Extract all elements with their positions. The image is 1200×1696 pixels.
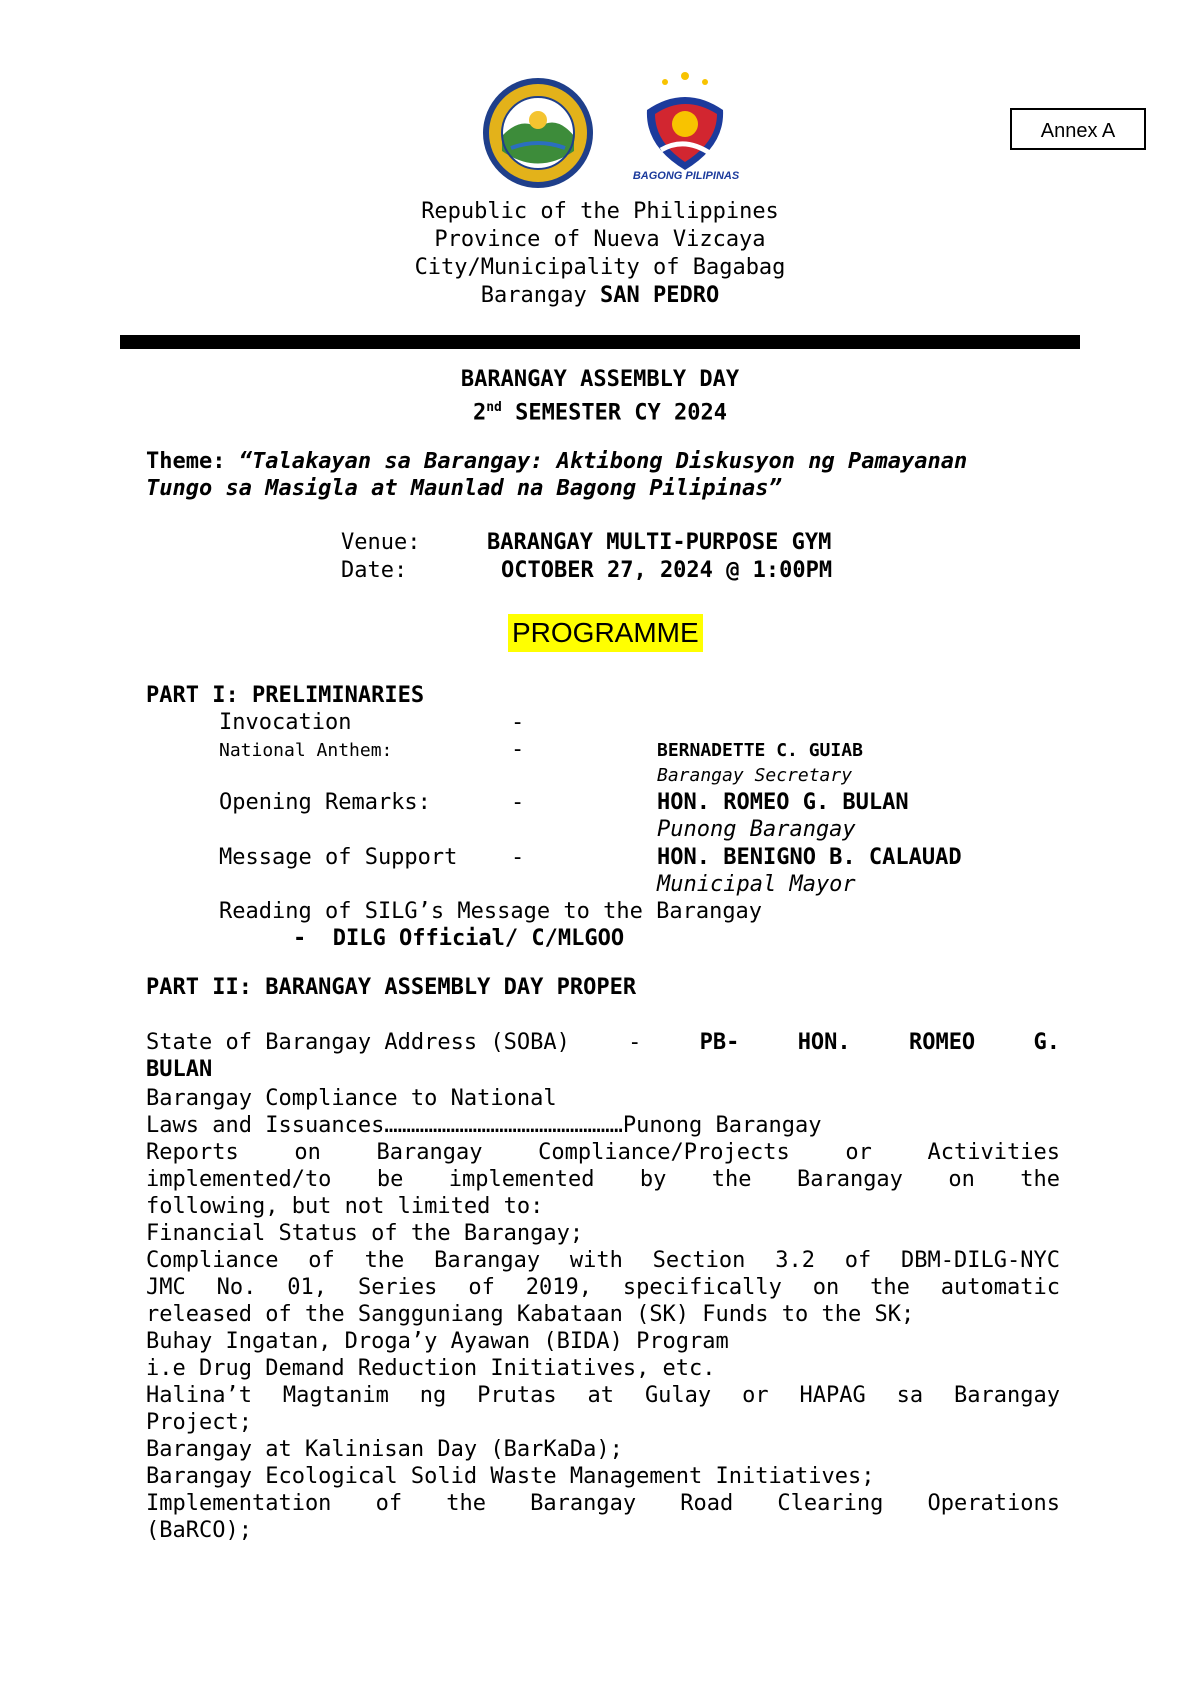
body-line: Project; <box>146 1410 252 1435</box>
body-line: released of the Sangguniang Kabataan (SK) Funds to the SK; <box>146 1302 915 1327</box>
item-opening-name: HON. ROMEO G. BULAN <box>657 790 909 815</box>
event-semester <box>0 394 1200 427</box>
header-barangay-name: SAN PEDRO <box>600 283 720 308</box>
body-line: i.e Drug Demand Reduction Initiatives, etc. <box>146 1356 716 1381</box>
item-support-role: Municipal Mayor <box>657 872 856 897</box>
theme-label: Theme: <box>146 449 239 474</box>
body-line: following, but not limited to: <box>146 1194 544 1219</box>
part1-heading: PART I: PRELIMINARIES <box>146 683 425 708</box>
item-opening-role: Punong Barangay <box>657 817 856 842</box>
theme-line-1 <box>146 448 967 475</box>
theme-text-2: Tungo sa Masigla at Maunlad na Bagong Pilipinas” <box>146 476 782 501</box>
annex-label: Annex A <box>1010 108 1146 150</box>
event-title: BARANGAY ASSEMBLY DAY <box>460 367 740 392</box>
semester-number: 2 <box>472 400 487 426</box>
body-line: Financial Status of the Barangay; <box>146 1221 584 1246</box>
date-value: OCTOBER 27, 2024 @ 1:00PM <box>501 558 833 583</box>
item-support-label: Message of Support <box>219 845 458 870</box>
header-province: Province of Nueva Vizcaya <box>434 227 766 252</box>
item-support-dash: - <box>511 845 525 870</box>
venue-label: Venue: <box>341 530 421 555</box>
body-line: Halina’t Magtanim ng Prutas at Gulay or HAPAG sa Barangay <box>146 1383 1060 1408</box>
semester-suffix: nd <box>486 400 502 415</box>
body-line: Barangay at Kalinisan Day (BarKaDa); <box>146 1437 623 1462</box>
item-support-name: HON. BENIGNO B. CALAUAD <box>657 845 962 870</box>
item-invocation-label: Invocation <box>219 710 352 735</box>
body-line: Laws and Issuances………………………………………………Punong Barangay <box>146 1113 822 1138</box>
soba-name-3: ROMEO <box>908 1030 976 1055</box>
item-opening-label: Opening Remarks: <box>219 790 431 815</box>
item-anthem-dash: - <box>511 737 525 762</box>
header-barangay-prefix: Barangay <box>480 283 600 308</box>
header-republic: Republic of the Philippines <box>421 199 779 224</box>
programme-title: PROGRAMME <box>508 614 703 652</box>
body-line: Barangay Ecological Solid Waste Management Initiatives; <box>146 1464 875 1489</box>
body-line: implemented/to be implemented by the Barangay on the <box>146 1167 1060 1192</box>
theme-text-1: “Talakayan sa Barangay: Aktibong Diskusyon ng Pamayanan <box>238 449 968 474</box>
soba-label: State of Barangay Address (SOBA) <box>146 1030 570 1055</box>
body-line: Reports on Barangay Compliance/Projects or Activities <box>146 1140 1060 1165</box>
date-label: Date: <box>341 558 408 583</box>
item-invocation-dash: - <box>511 710 525 735</box>
silg-message-by: - DILG Official/ C/MLGOO <box>293 926 625 951</box>
bagong-pilipinas-logo <box>625 66 745 184</box>
body-line: Compliance of the Barangay with Section 3.2 of DBM-DILG-NYC <box>146 1248 1060 1273</box>
body-line: Buhay Ingatan, Droga’y Ayawan (BIDA) Program <box>146 1329 729 1354</box>
bagong-pilipinas-wordmark: BAGONG PILIPINAS <box>632 170 740 182</box>
body-line: Implementation of the Barangay Road Clearing Operations <box>146 1491 1060 1516</box>
soba-dash: - <box>628 1030 642 1055</box>
item-opening-dash: - <box>511 790 525 815</box>
header-divider <box>120 335 1080 349</box>
item-anthem-name: BERNADETTE C. GUIAB <box>657 740 863 761</box>
silg-message-line: Reading of SILG’s Message to the Barangay <box>219 899 763 924</box>
venue-value: BARANGAY MULTI-PURPOSE GYM <box>487 530 832 555</box>
soba-line <box>146 1030 1060 1055</box>
barangay-seal-logo <box>481 76 595 190</box>
body-line: Barangay Compliance to National <box>146 1086 557 1111</box>
soba-name-5: BULAN <box>146 1057 213 1082</box>
item-anthem-role: Barangay Secretary <box>657 765 853 786</box>
soba-name-1: PB- <box>699 1030 740 1055</box>
item-anthem-label: National Anthem: <box>219 740 393 761</box>
semester-rest: SEMESTER CY 2024 <box>501 400 728 426</box>
soba-name-4: G. <box>1033 1030 1060 1055</box>
header-municipality: City/Municipality of Bagabag <box>414 255 786 280</box>
part2-heading: PART II: BARANGAY ASSEMBLY DAY PROPER <box>146 975 637 1000</box>
soba-name-2: HON. <box>797 1030 851 1055</box>
body-line: JMC No. 01, Series of 2019, specifically on the automatic <box>146 1275 1060 1300</box>
body-line: (BaRCO); <box>146 1518 252 1543</box>
header-barangay <box>0 282 1200 310</box>
